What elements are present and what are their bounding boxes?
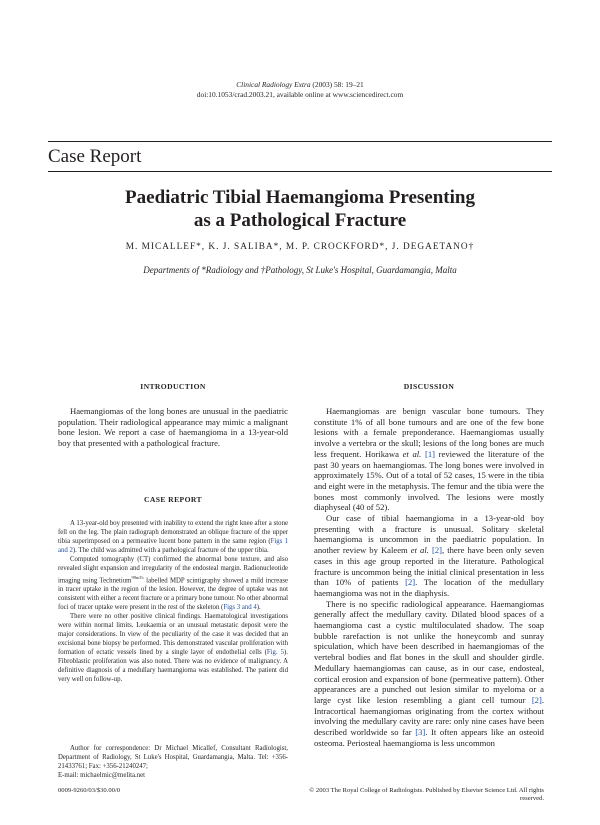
case-report-paragraph-1: A 13-year-old boy presented with inability to extend the right knee after a stone fell on the leg. The plain radiograph demonstrated an oblique fracture of the upper tibia superimposed on a permeative lucent bone pattern in the same region (Figs 1 and 2). The child was admitted with a pathological fracture of the upper tibia. xyxy=(58,520,288,554)
ref-2-link[interactable]: [2] xyxy=(431,545,443,556)
figs-1-2-link[interactable]: Figs 1 and 2 xyxy=(58,538,288,554)
correspondence-text: Author for correspondence: Dr Michael Micallef, Consultant Radiologist, Department of Radiology, St Luke's Hospital, Guardamangia, Malta. Tel: +356-21433761; Fax: +356-21240247; xyxy=(58,745,288,770)
top-rule xyxy=(48,141,552,142)
discussion-paragraph-3: There is no specific radiological appearance. Haemangiomas generally affect the medullary cavity. Dilated blood spaces of a haemangioma cast a cystic multiloculated shadow. The soap bubble rarefaction is not unlike the honeycomb and sunray spiculation, which have been described in haemangiomas of the vertebral bodies and flat bones in the skull and shoulder girdle. Medullary haemangiomas can cause, as in our case, endosteal, cortical erosion and expansion of bone (permeative pattern). Other appearances are a punched out lesion similar to myeloma or a large cyst like lesion resembling a giant cell tumour [2]. Intracortical haemangiomas originating from the cortex without involving the medullary cavity are rare: only nine cases have been described worldwide so far [3]. It often appears like an osteoid osteoma. Periosteal haemangioma is less uncommon xyxy=(314,598,544,748)
discussion-text xyxy=(314,406,544,749)
ref-2-link-b[interactable]: [2] xyxy=(405,577,416,588)
fig-5-link[interactable]: Fig. 5 xyxy=(266,649,285,657)
journal-name: Clinical Radiology Extra xyxy=(236,80,311,89)
footer-issn: 0009-9260/03/$30.00/0 xyxy=(58,787,121,794)
case-report-paragraph-3: There were no other positive clinical findings. Haematological investigations were within normal limits. Leukaemia or an unusual metastatic deposit were the major considerations. In view of the peculiarity of the case it was decided that an excisional bone biopsy be performed. This demonstrated vascular proliferation with formation of ectatic vessels lined by a single layer of endothelial cells (Fig. 5). Fibroblastic proliferation was also noted. There was no evidence of malignancy. A definitive diagnosis of a medullary haemangioma was established. The patient did very well on follow-up. xyxy=(58,613,288,684)
section-label: Case Report xyxy=(48,146,142,167)
correspondence-email[interactable]: E-mail: michaelmic@melita.net xyxy=(58,772,146,779)
ref-2-link-c[interactable]: [2] xyxy=(531,694,542,705)
introduction-paragraph: Haemangiomas of the long bones are unusual in the paediatric population. Their radiological appearance may mimic a malignant bone lesion. We report a case of haemangioma in a 13-year-old boy that presented with a pathological fracture. xyxy=(58,406,288,449)
correspondence xyxy=(58,744,288,780)
article-title xyxy=(0,186,600,232)
doi-line[interactable]: doi:10.1053/crad.2003.21, available online at www.sciencedirect.com xyxy=(196,89,404,99)
figs-3-4-link[interactable]: Figs 3 and 4 xyxy=(223,604,257,612)
case-report-text xyxy=(58,519,288,684)
affiliation: Departments of *Radiology and †Pathology, St Luke's Hospital, Guardamangia, Malta xyxy=(143,265,457,275)
ref-3-link[interactable]: [3] xyxy=(415,727,426,738)
footer-copyright: © 2003 The Royal College of Radiologists. Published by Elsevier Science Ltd. All rights reserved. xyxy=(309,787,544,802)
section-rule xyxy=(48,171,552,172)
case-report-heading: CASE REPORT xyxy=(144,495,202,504)
introduction-heading: INTRODUCTION xyxy=(140,382,206,391)
title-line-1: Paediatric Tibial Haemangioma Presenting xyxy=(125,187,475,208)
discussion-paragraph-2: Our case of tibial haemangioma in a 13-year-old boy presenting with a fracture is unusual. Solitary skeletal haemangioma is uncommon in the paediatric population. In another review by Kaleem et al. [2], there have been only seven cases in this age group reported in the literature. Pathological fracture is uncommon being the initial clinical presentation in less than 10% of patients [2]. The location of the medullary haemangioma was not in the diaphysis. xyxy=(314,513,545,598)
title-line-2: as a Pathological Fracture xyxy=(193,210,407,231)
discussion-heading: DISCUSSION xyxy=(403,382,455,391)
citation: (2003) 58: 19–21 xyxy=(312,80,364,89)
authors: M. MICALLEF*, K. J. SALIBA*, M. P. CROCKFORD*, J. DEGAETANO† xyxy=(125,242,475,252)
discussion-paragraph-1: Haemangiomas are benign vascular bone tumours. They constitute 1% of all bone tumours and are one of the few bone lesions with a female preponderance. Haemangiomas usually involve a vertebra or the skull; lesions of the long bones are much less frequent. Horikawa et al. [1] reviewed the literature of the past 30 years on haemangiomas. The long bones were involved in approximately 15%. Out of a total of 52 cases, 15 were in the tibia and eight were in the metaphysis. The femur and the tibia were the bones most commonly involved. The lesions were mostly diaphyseal (40 of 52). xyxy=(314,406,545,513)
ref-1-link[interactable]: [1] xyxy=(424,448,435,459)
case-report-paragraph-2: Computed tomography (CT) confirmed the abnormal bone texture, and also revealed slight expansion and irregularity of the endosteal margin. Radionucleotide imaging using Technetium$^{99mTc}$ labelled MDP scintigraphy showed a mild increase in tracer uptake in the region of the lesion. However, the degree of uptake was not consistent with either a recent fracture or a primary bone tumour. No other abnormal foci of tracer uptake were present in the rest of the skeleton (Figs 3 and 4). xyxy=(58,556,288,612)
journal-citation xyxy=(0,80,600,89)
introduction-text xyxy=(58,406,288,449)
